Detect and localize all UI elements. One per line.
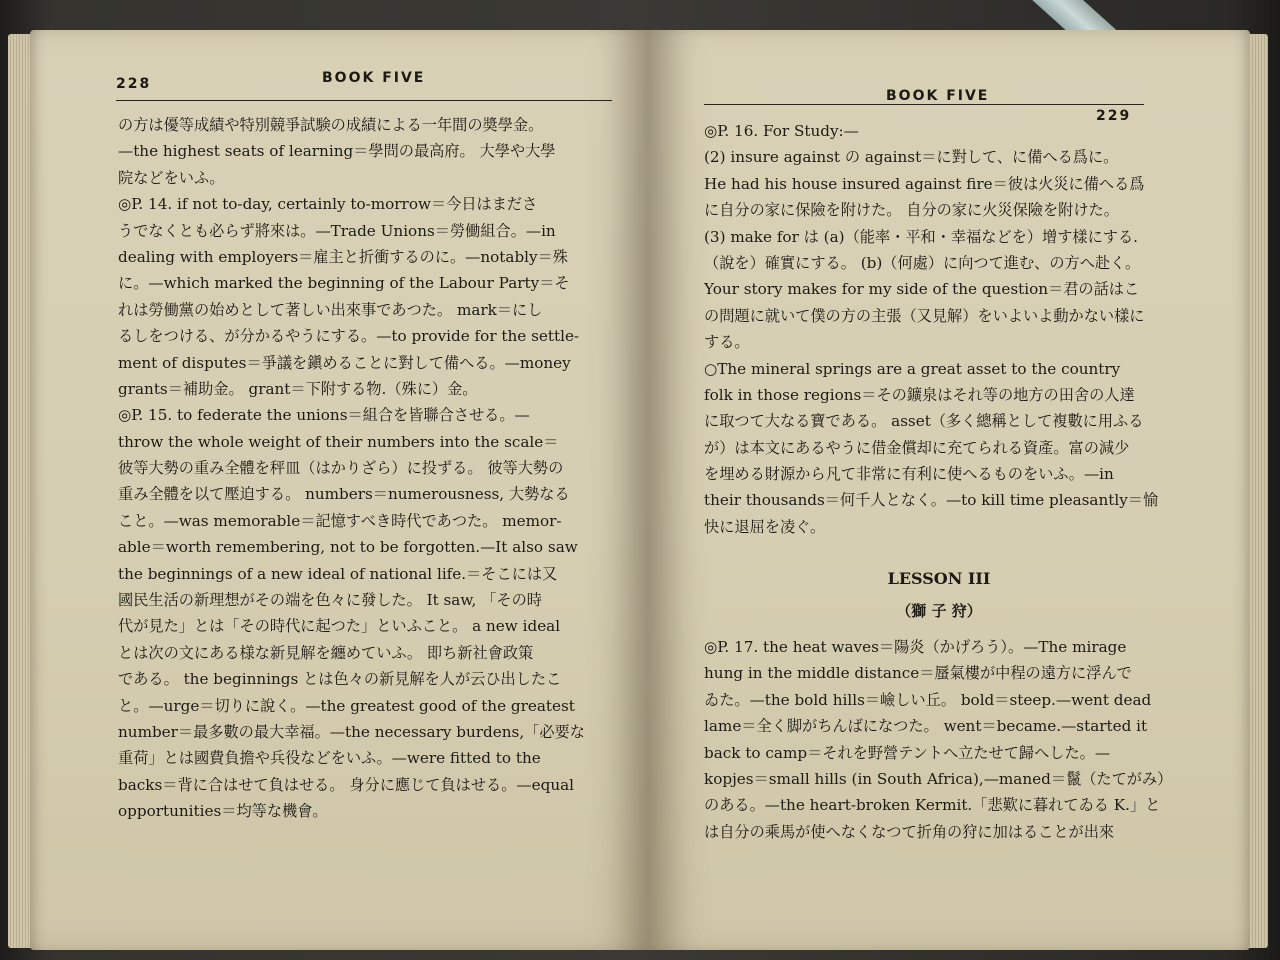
text-line: は自分の乘馬が使へなくなつて折角の狩に加はることが出來	[704, 822, 1115, 841]
left-running-head: BOOK FIVE	[322, 70, 426, 86]
left-page	[30, 30, 648, 950]
text-line: backs＝背に合はせて負はせる。 身分に應じて負はせる。—equal	[118, 775, 575, 794]
lesson-title: LESSON III	[887, 569, 991, 588]
text-line: ○The mineral springs are a great asset to the country	[704, 359, 1121, 378]
text-line: 彼等大勢の重み全體を秤皿（はかりざら）に投ずる。 彼等大勢の	[118, 459, 564, 478]
text-line: とは次の文にある様な新見解を纏めていふ。 即ち新社會政策	[118, 643, 534, 662]
text-line: の問題に就いて僕の方の主張（又見解）をいよいよ動かない樣に	[704, 306, 1145, 325]
lesson-subtitle: （獅 子 狩）	[896, 602, 982, 620]
text-line: ◎P. 15. to federate the unions＝組合を皆聯合させる。—	[118, 406, 530, 425]
text-line: の方は優等成績や特別競爭試験の成績による一年間の奬學金。	[118, 116, 544, 134]
text-line: 院などをいふ。	[118, 168, 225, 187]
right-header-rule	[704, 104, 1144, 105]
text-line: るしをつける、が分かるやうにする。—to provide for the settle-	[118, 327, 580, 346]
left-page-number: 228	[116, 76, 152, 92]
right-running-head: BOOK FIVE	[886, 88, 990, 104]
text-line: (2) insure against の against＝に對して、に備へる爲に。	[704, 148, 1119, 167]
text-line: the beginnings of a new ideal of national life.＝そこには又	[118, 564, 558, 583]
text-line: こと。—was memorable＝記憶すべき時代であつた。 memor-	[118, 511, 562, 530]
right-page-body-top	[704, 118, 1174, 540]
text-line: —the highest seats of learning＝學問の最高府。 大學や大學	[118, 142, 556, 161]
text-line: ゐた。—the bold hills＝嶮しい丘。 bold＝steep.—went dead	[704, 690, 1152, 709]
text-line: their thousands＝何千人となく。—to kill time pleasantly＝愉	[704, 491, 1159, 510]
text-line: lame＝全く脚がちんばになつた。 went＝became.—started it	[704, 717, 1148, 736]
text-line: 快に退屈を凌ぐ。	[704, 517, 826, 536]
text-line: folk in those regions＝その鑛泉はそれ等の地方の田舍の人達	[704, 385, 1135, 404]
right-page-number: 229	[1096, 108, 1132, 124]
text-line: 代が見た」とは「その時代に起つた」といふこと。 a new ideal	[118, 617, 561, 636]
text-line: のある。—the heart-broken Kermit.「悲歎に暮れてゐる K.」と	[704, 796, 1161, 815]
text-line: kopjes＝small hills (in South Africa),—maned＝鬣（たてがみ）	[704, 769, 1173, 788]
text-line: と。—urge＝切りに說く。—the greatest good of the greatest	[118, 696, 575, 715]
text-line: （說を）確實にする。 (b)（何處）に向つて進む、の方へ赴く。	[704, 253, 1141, 272]
text-line: hung in the middle distance＝蜃氣樓が中程の遠方に浮んで	[704, 664, 1132, 683]
text-line: able＝worth remembering, not to be forgotten.—It also saw	[118, 538, 578, 557]
text-line: Your story makes for my side of the question＝君の話はこ	[704, 280, 1140, 299]
text-line: number＝最多數の最大幸福。—the necessary burdens,「必要な	[118, 722, 585, 741]
text-line: を埋める財源から凡て非常に有利に使へるものをいふ。—in	[704, 465, 1114, 484]
text-line: throw the whole weight of their numbers into the scale＝	[118, 432, 559, 451]
right-page-body-bottom	[704, 634, 1174, 845]
text-line: が）は本文にあるやうに借金償却に充てられる資產。富の減少	[704, 438, 1130, 457]
text-line: opportunities＝均等な機會。	[118, 802, 328, 821]
text-line: (3) make for は (a)（能率・平和・幸福などを）增す樣にする.	[704, 227, 1138, 246]
text-line: ◎P. 17. the heat waves＝陽炎（かげろう）。—The mirage	[704, 638, 1127, 656]
left-page-edges	[8, 34, 32, 948]
text-line: ◎P. 14. if not to-day, certainly to-morrow＝今日はまださ	[118, 195, 538, 214]
text-line: He had his house insured against fire＝彼は火災に備へる爲	[704, 174, 1145, 193]
text-line: back to camp＝それを野營テントへ立たせて歸へした。—	[704, 743, 1111, 762]
text-line: に取つて大なる寶である。 asset（多く總稱として複數に用ふる	[704, 412, 1144, 431]
text-line: うでなくとも必らず將來は。—Trade Unions＝勞働組合。—in	[118, 221, 556, 240]
text-line: に。—which marked the beginning of the Labour Party＝そ	[118, 274, 570, 293]
text-line: 重み全體を以て壓迫する。 numbers＝numerousness, 大勢なる	[118, 485, 570, 504]
text-line: ◎P. 16. For Study:—	[704, 122, 859, 140]
text-line: 重荷」とは國費負擔や兵役などをいふ。—were fitted to the	[118, 749, 541, 768]
text-line: である。 the beginnings とは色々の新見解を人が云ひ出したこ	[118, 670, 562, 689]
text-line: dealing with employers＝雇主と折衝するのに。—notably＝殊	[118, 247, 568, 266]
left-page-body	[118, 112, 628, 825]
text-line: れは勞働黨の始めとして著しい出來事であつた。 mark＝にし	[118, 300, 543, 319]
text-line: に自分の家に保險を附けた。 自分の家に火災保險を附けた。	[704, 201, 1119, 220]
text-line: する。	[704, 333, 750, 352]
text-line: 國民生活の新理想がその端を色々に發した。 It saw, 「その時	[118, 591, 542, 610]
right-page	[648, 30, 1250, 950]
left-header-rule	[116, 100, 612, 101]
text-line: ment of disputes＝爭議を鎭めることに對して備へる。—money	[118, 353, 571, 372]
text-line: grants＝補助金。 grant＝下附する物.（殊に）金。	[118, 379, 478, 398]
